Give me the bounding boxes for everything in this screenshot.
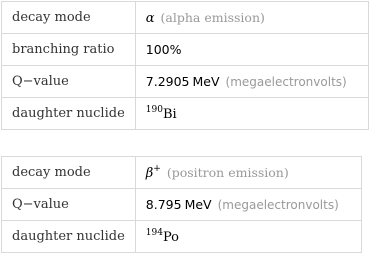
table-row (2, 157, 362, 189)
branching-ratio-value: 100% (135, 34, 368, 66)
positron-decay-table (1, 156, 362, 253)
daughter-nuclide-value (135, 221, 361, 253)
q-value-unit: MeV (184, 197, 212, 212)
decay-mode-value (135, 157, 361, 189)
daughter-nuclide-label: daughter nuclide (2, 221, 136, 253)
branching-ratio-label: branching ratio (2, 34, 136, 66)
q-value-unit: MeV (192, 74, 220, 89)
table-row (2, 2, 369, 34)
q-value-unit-description: (megaelectronvolts) (225, 75, 347, 89)
q-value-label: Q−value (2, 189, 136, 221)
beta-plus-symbol: β+ (145, 163, 161, 181)
decay-mode-value (135, 2, 368, 34)
q-value-number: 7.2905 (145, 74, 190, 89)
q-value-value (135, 189, 361, 221)
decay-mode-description: (positron emission) (166, 164, 289, 180)
decay-mode-description: (alpha emission) (160, 9, 265, 25)
q-value-unit-description: (megaelectronvolts) (217, 198, 339, 212)
daughter-mass-number: 194 (145, 227, 163, 238)
daughter-nuclide-label: daughter nuclide (2, 98, 136, 130)
table-row (2, 189, 362, 221)
daughter-element: Bi (162, 106, 177, 122)
table-row (2, 98, 369, 130)
daughter-nuclide-value (135, 98, 368, 130)
decay-mode-label: decay mode (2, 2, 136, 34)
q-value-number: 8.795 (145, 197, 182, 212)
q-value-label: Q−value (2, 66, 136, 98)
alpha-decay-table (1, 1, 369, 130)
table-row (2, 34, 369, 66)
table-row (2, 66, 369, 98)
table-row (2, 221, 362, 253)
q-value-value (135, 66, 368, 98)
daughter-mass-number: 190 (145, 104, 163, 115)
decay-mode-label: decay mode (2, 157, 136, 189)
daughter-element: Po (162, 229, 179, 245)
alpha-symbol: α (145, 10, 155, 26)
